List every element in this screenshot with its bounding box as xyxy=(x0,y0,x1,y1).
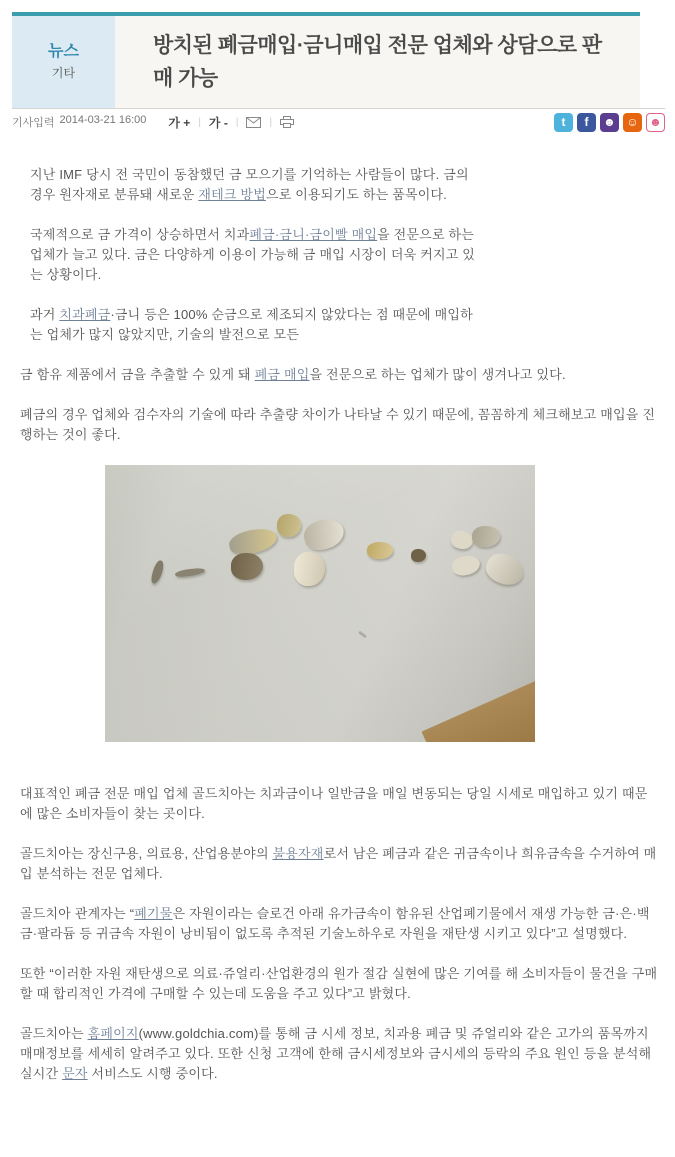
article-paragraph: 골드치아는 장신구용, 의료용, 산업용분야의 불용자재로서 남은 폐금과 같은 귀금속이나 희유금속을 수거하여 매입 분석하는 전문 업체다. xyxy=(20,846,657,881)
article-paragraph: 국제적으로 금 가격이 상승하면서 치과폐금·금니·금이빨 매입을 전문으로 하는 업체가 늘고 있다. 금은 다양하게 이용이 가능해 금 매입 시장이 더욱 커지고 있는 상황이다. xyxy=(30,227,476,282)
twitter-share-icon[interactable]: t xyxy=(554,113,573,132)
facebook-share-icon[interactable]: f xyxy=(577,113,596,132)
print-icon[interactable] xyxy=(280,116,294,128)
article-paragraph: 폐금의 경우 업체와 검수자의 기술에 따라 추출량 차이가 나타날 수 있기 때문에, 꼼꼼하게 체크해보고 매입을 진행하는 것이 좋다. xyxy=(20,407,656,442)
article-paragraph: 과거 치과폐금·금니 등은 100% 순금으로 제조되지 않았다는 점 때문에 매입하는 업체가 많지 않았지만, 기술의 발전으로 모든 xyxy=(30,307,473,342)
separator: | xyxy=(235,116,239,128)
separator: | xyxy=(269,116,273,128)
publish-label: 기사입력 xyxy=(12,117,55,129)
share-icons xyxy=(554,113,665,132)
me2day-share-icon[interactable]: ☻ xyxy=(600,113,619,132)
publish-datetime: 2014-03-21 16:00 xyxy=(59,114,147,126)
inline-link[interactable]: 폐기물 xyxy=(134,906,173,921)
page xyxy=(12,0,668,1084)
article-paragraph: 금 함유 제품에서 금을 추출할 수 있게 돼 폐금 매입을 전문으로 하는 업체가 많이 생겨나고 있다. xyxy=(20,367,566,382)
title-area xyxy=(115,16,640,108)
inline-link[interactable]: 불용자재 xyxy=(272,846,324,861)
inline-link[interactable]: 폐금 매입 xyxy=(254,367,310,382)
article-toolbar xyxy=(12,108,665,135)
publish-info xyxy=(12,114,146,130)
separator: | xyxy=(198,116,201,128)
category-box[interactable] xyxy=(12,16,115,108)
category-label: 뉴스 xyxy=(48,43,79,60)
font-controls xyxy=(168,114,294,131)
font-decrease-button[interactable]: 가 - xyxy=(208,115,228,130)
article-paragraph: 지난 IMF 당시 전 국민이 동참했던 금 모으기를 기억하는 사람들이 많다. 금의 경우 원자재로 분류돼 새로운 재테크 방법으로 이용되기도 하는 품목이다. xyxy=(30,167,469,202)
inline-link[interactable]: 치과폐금 xyxy=(59,307,111,322)
category-sub-label: 기타 xyxy=(51,66,76,80)
article-body xyxy=(12,135,668,1084)
article-header xyxy=(12,12,640,108)
article-photo xyxy=(105,465,535,742)
page-title: 방치된 폐금매입·금니매입 전문 업체와 상담으로 판매 가능 xyxy=(153,34,602,90)
font-increase-button[interactable]: 가 + xyxy=(168,115,191,130)
inline-link[interactable]: 재테크 방법 xyxy=(198,187,266,202)
inline-link[interactable]: 문자 xyxy=(62,1066,88,1081)
inline-link[interactable]: 홈페이지 xyxy=(87,1026,139,1041)
article-paragraph: 골드치아는 홈페이지(www.goldchia.com)를 통해 금 시세 정보, 치과용 폐금 및 쥬얼리와 같은 고가의 품목까지 매매정보를 세세히 알려주고 있다. 또한 신청 고객에 한해 금시세정보와 금시세의 등락의 주요 원인 등을 분석해 실시간 문자 서비스도 시행 중이다. xyxy=(20,1026,652,1081)
article-paragraph: 대표적인 폐금 전문 매입 업체 골드치아는 치과금이나 일반금을 매일 변동되는 당일 시세로 매입하고 있기 때문에 많은 소비자들이 찾는 곳이다. xyxy=(20,786,648,821)
mail-icon[interactable] xyxy=(246,117,261,128)
article-paragraph: 골드치아 관계자는 “폐기물은 자원이라는 슬로건 아래 유가금속이 함유된 산업폐기물에서 재생 가능한 금·은·백금·팔라듐 등 귀금속 자원이 낭비됨이 없도록 추적된 기술노하우로 자원을 재탄생 시키고 있다”고 설명했다. xyxy=(20,906,650,941)
yozm-share-icon[interactable]: ☺ xyxy=(623,113,642,132)
article-paragraph: 또한 “이러한 자원 재탄생으로 의료·쥬얼리·산업환경의 원가 절감 실현에 많은 기여를 해 소비자들이 물건을 구매할 때 합리적인 가격에 구매할 수 있는데 도움을 주고 있다”고 밝혔다. xyxy=(20,966,658,1001)
c-log-share-icon[interactable]: ☻ xyxy=(646,113,665,132)
inline-link[interactable]: 폐금·금니·금이빨 매입 xyxy=(249,227,378,242)
photo-paper xyxy=(105,465,535,742)
